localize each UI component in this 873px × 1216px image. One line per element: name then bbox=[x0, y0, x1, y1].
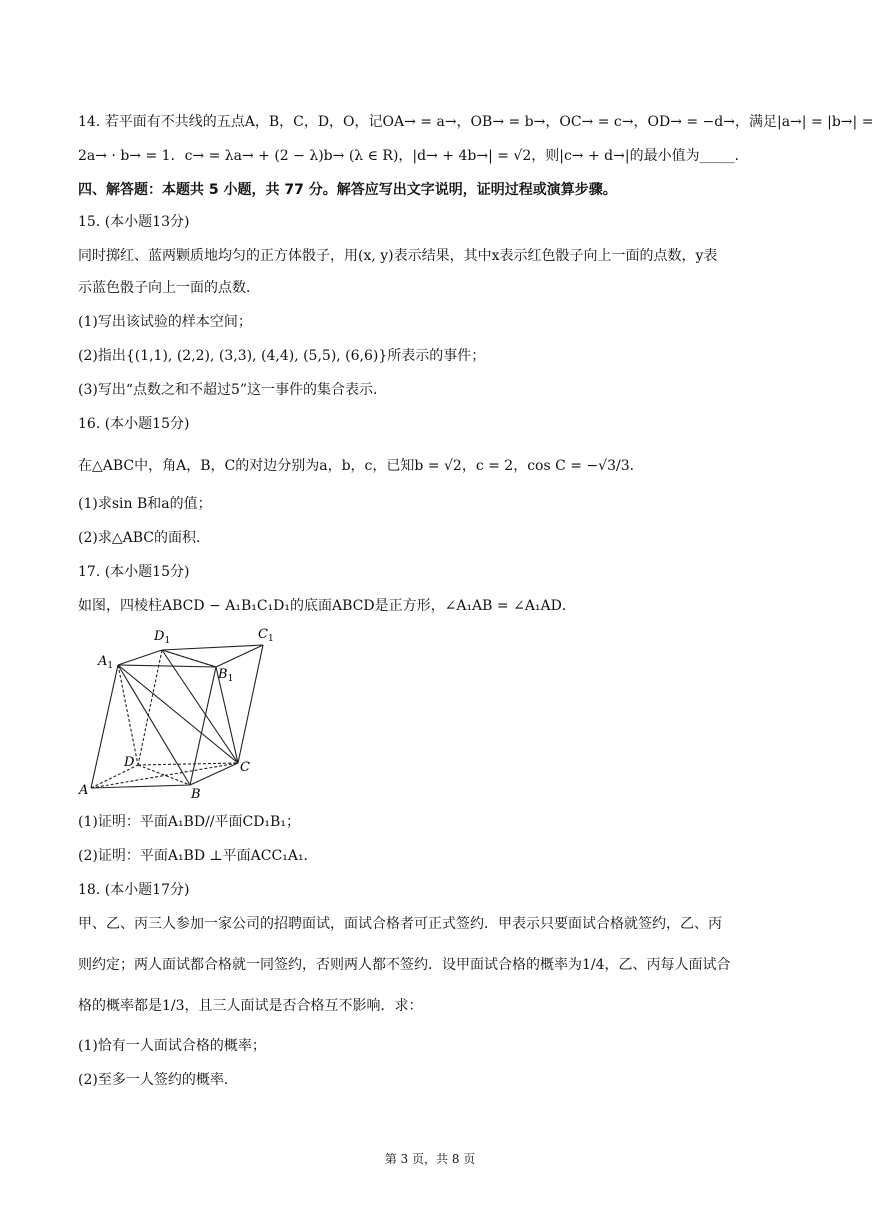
q15-part-1: (1)写出该试验的样本空间； bbox=[78, 314, 252, 330]
section-4-heading: 四、解答题：本题共 5 小题，共 77 分。解答应写出文字说明，证明过程或演算步骤。 bbox=[78, 182, 617, 198]
label-b: B bbox=[191, 787, 201, 802]
q15-heading: 15. (本小题13分) bbox=[78, 214, 190, 230]
q18-part-2: (2)至多一人签约的概率． bbox=[78, 1072, 238, 1088]
q15-line-1: 同时掷红、蓝两颗质地均匀的正方体骰子，用(x, y)表示结果，其中x表示红色骰子向上一面的点数，y表 bbox=[78, 248, 718, 264]
label-c1: $C_1$ bbox=[258, 627, 274, 644]
edge-a-c-hidden bbox=[91, 763, 238, 788]
q18-line-3: 格的概率都是1/3，且三人面试是否合格互不影响．求： bbox=[78, 998, 423, 1014]
edge-d1-b1 bbox=[162, 650, 216, 667]
prism-figure bbox=[76, 620, 274, 802]
q18-heading: 18. (本小题17分) bbox=[78, 882, 190, 898]
q17-line-1: 如图，四棱柱ABCD − A₁B₁C₁D₁的底面ABCD是正方形，∠A₁AB = ∠A₁AD． bbox=[78, 598, 576, 614]
edge-a-a1 bbox=[91, 665, 118, 788]
q16-part-1: (1)求sin B和a的值； bbox=[78, 496, 212, 512]
edge-c1-b1 bbox=[216, 645, 263, 667]
edge-a1-d-hidden bbox=[118, 665, 138, 765]
edge-d-d1-hidden bbox=[138, 650, 162, 765]
q14-line-2: 2a→ · b→ = 1．c→ = λa→ + (2 − λ)b→ (λ ∈ R)，|d→ + 4b→| = √2，则|c→ + d→|的最小值为_____． bbox=[78, 148, 749, 164]
label-d: D bbox=[124, 755, 135, 770]
label-a: A bbox=[79, 783, 89, 798]
q18-part-1: (1)恰有一人面试合格的概率； bbox=[78, 1038, 266, 1054]
q17-part-2: (2)证明：平面A₁BD ⊥平面ACC₁A₁． bbox=[78, 848, 318, 864]
q18-line-1: 甲、乙、丙三人参加一家公司的招聘面试，面试合格者可正式签约．甲表示只要面试合格就签约，乙、丙 bbox=[78, 916, 722, 932]
q18-line-2: 则约定；两人面试都合格就一同签约，否则两人都不签约．设甲面试合格的概率为1/4，乙、丙每人面试合 bbox=[78, 957, 731, 973]
q14-line-1: 14. 若平面有不共线的五点A，B，C，D，O，记OA→ = a→，OB→ = b→，OC→ = c→，OD→ = −d→，满足|a→| = |b→| = bbox=[78, 114, 873, 130]
q15-part-3: (3)写出“点数之和不超过5”这一事件的集合表示． bbox=[78, 382, 388, 398]
q16-line-1: 在△ABC中，角A，B，C的对边分别为a，b，c，已知b = √2，c = 2，cos C = −√3/3． bbox=[78, 458, 644, 474]
edge-c-c1 bbox=[238, 645, 263, 763]
label-a1: $A_1$ bbox=[98, 654, 114, 671]
q16-part-2: (2)求△ABC的面积． bbox=[78, 530, 210, 546]
edge-b1-a1 bbox=[118, 665, 216, 667]
label-b1: $B_1$ bbox=[218, 667, 234, 684]
page-footer: 第 3 页，共 8 页 bbox=[384, 1152, 476, 1166]
edge-b-c bbox=[190, 763, 238, 785]
q17-part-1: (1)证明：平面A₁BD//平面CD₁B₁； bbox=[78, 814, 300, 830]
q16-heading: 16. (本小题15分) bbox=[78, 416, 190, 432]
edge-a1-d1 bbox=[118, 650, 162, 665]
edge-d-c-hidden bbox=[138, 763, 238, 765]
q15-part-2: (2)指出{(1,1), (2,2), (3,3), (4,4), (5,5), (6,6)}所表示的事件； bbox=[78, 348, 486, 364]
edge-d-b-hidden bbox=[138, 765, 190, 785]
edge-d1-c1 bbox=[162, 645, 263, 650]
label-c: C bbox=[240, 760, 250, 775]
q17-heading: 17. (本小题15分) bbox=[78, 564, 190, 580]
label-d1: $D_1$ bbox=[154, 629, 171, 646]
q15-line-2: 示蓝色骰子向上一面的点数． bbox=[78, 280, 260, 296]
